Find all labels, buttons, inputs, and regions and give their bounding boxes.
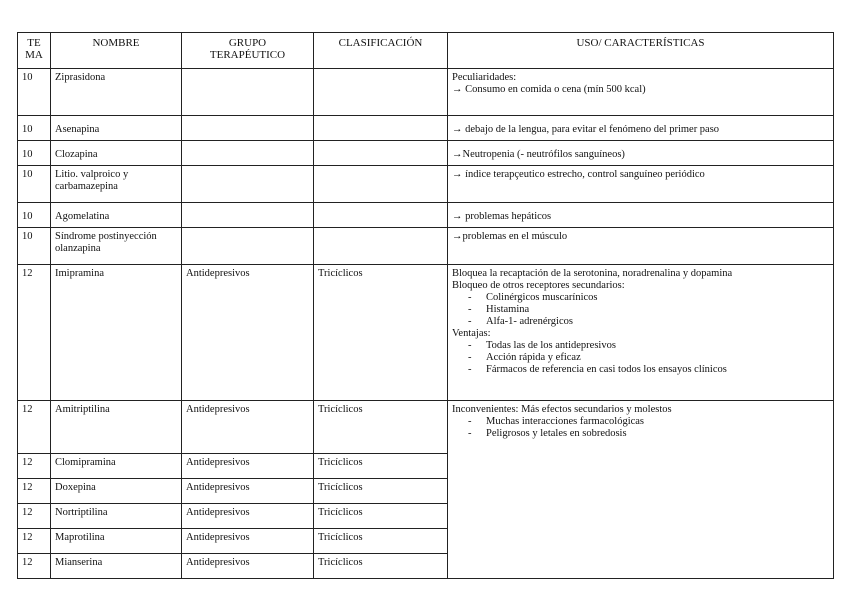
cell-grupo <box>182 203 314 228</box>
cell-uso <box>448 141 834 166</box>
cell-tema: 12 <box>18 479 51 504</box>
uso-list-text: Alfa-1- adrenérgicos <box>486 316 573 327</box>
uso-list-item <box>452 428 829 440</box>
cell-nombre-line: Clozapina <box>55 149 98 160</box>
cell-uso <box>448 69 834 116</box>
cell-clasificacion: Tricíclicos <box>314 265 448 401</box>
cell-tema: 12 <box>18 454 51 479</box>
table-row <box>18 69 834 116</box>
cell-tema: 12 <box>18 504 51 529</box>
cell-nombre-line: Maprotilina <box>55 532 105 543</box>
cell-nombre <box>51 554 182 579</box>
cell-tema: 12 <box>18 554 51 579</box>
cell-clasificacion: Tricíclicos <box>314 504 448 529</box>
header-nombre: NOMBRE <box>51 33 182 69</box>
header-tema-line-1: TE <box>27 37 41 49</box>
cell-clasificacion <box>314 166 448 203</box>
header-grupo <box>182 33 314 69</box>
cell-nombre-line: Asenapina <box>55 124 100 135</box>
cell-nombre <box>51 401 182 454</box>
uso-line: Ventajas: <box>452 328 491 339</box>
cell-clasificacion: Tricíclicos <box>314 454 448 479</box>
cell-grupo: Antidepresivos <box>182 554 314 579</box>
cell-clasificacion <box>314 116 448 141</box>
cell-tema: 10 <box>18 203 51 228</box>
uso-line: Peculiaridades: <box>452 72 517 83</box>
cell-nombre <box>51 454 182 479</box>
cell-tema: 10 <box>18 141 51 166</box>
cell-nombre-line: Agomelatina <box>55 211 110 222</box>
uso-list-text: Acción rápida y eficaz <box>486 352 581 363</box>
list-dash: - <box>468 364 472 375</box>
cell-nombre-line: Nortriptilina <box>55 507 108 518</box>
cell-grupo: Antidepresivos <box>182 479 314 504</box>
cell-tema: 10 <box>18 116 51 141</box>
cell-nombre-line: Imipramina <box>55 268 104 279</box>
cell-clasificacion <box>314 228 448 265</box>
cell-nombre-line: Mianserina <box>55 557 103 568</box>
uso-line: → Consumo en comida o cena (mín 500 kcal) <box>452 84 646 95</box>
header-uso: USO/ CARACTERÍSTICAS <box>448 33 834 69</box>
list-dash: - <box>468 416 472 427</box>
cell-clasificacion: Tricíclicos <box>314 479 448 504</box>
uso-line: Bloquea la recaptación de la serotonina, noradrenalina y dopamina <box>452 268 733 279</box>
cell-clasificacion <box>314 141 448 166</box>
cell-uso <box>448 203 834 228</box>
cell-nombre-line: Doxepina <box>55 482 96 493</box>
cell-clasificacion: Tricíclicos <box>314 529 448 554</box>
cell-uso <box>448 116 834 141</box>
cell-nombre <box>51 265 182 401</box>
table-row <box>18 228 834 265</box>
uso-list-text: Todas las de los antidepresivos <box>486 340 616 351</box>
cell-nombre <box>51 141 182 166</box>
cell-nombre <box>51 69 182 116</box>
list-dash: - <box>468 428 472 439</box>
drug-table <box>17 32 834 579</box>
list-dash: - <box>468 352 472 363</box>
cell-nombre-line: Síndrome postinyección <box>55 231 157 242</box>
header-grupo-line-2: TERAPÉUTICO <box>209 49 286 61</box>
cell-tema: 10 <box>18 166 51 203</box>
cell-uso <box>448 265 834 401</box>
cell-nombre <box>51 479 182 504</box>
list-dash: - <box>468 340 472 351</box>
cell-tema: 12 <box>18 401 51 454</box>
table-row <box>18 401 834 454</box>
header-tema <box>18 33 51 69</box>
uso-list-item <box>452 340 829 352</box>
cell-grupo <box>182 228 314 265</box>
uso-list-item <box>452 352 829 364</box>
cell-nombre-line: Litio. valproico y <box>55 169 129 180</box>
cell-grupo <box>182 116 314 141</box>
uso-list-text: Colinérgicos muscarínicos <box>486 292 598 303</box>
cell-nombre <box>51 504 182 529</box>
uso-list-text: Histamina <box>486 304 530 315</box>
uso-line: → debajo de la lengua, para evitar el fenómeno del primer paso <box>452 124 720 135</box>
cell-tema: 10 <box>18 69 51 116</box>
cell-grupo: Antidepresivos <box>182 529 314 554</box>
table-row <box>18 265 834 401</box>
cell-tema: 12 <box>18 529 51 554</box>
header-tema-line-2: MA <box>25 49 43 61</box>
uso-line: →problemas en el músculo <box>452 231 568 242</box>
uso-list-item <box>452 292 829 304</box>
cell-grupo <box>182 166 314 203</box>
uso-list-text: Fármacos de referencia en casi todos los ensayos clínicos <box>486 364 727 375</box>
uso-line: → problemas hepáticos <box>452 211 552 222</box>
cell-grupo: Antidepresivos <box>182 504 314 529</box>
uso-list-item <box>452 416 829 428</box>
cell-grupo: Antidepresivos <box>182 401 314 454</box>
cell-tema: 10 <box>18 228 51 265</box>
cell-nombre <box>51 203 182 228</box>
table-row <box>18 116 834 141</box>
cell-grupo: Antidepresivos <box>182 454 314 479</box>
uso-list-item <box>452 304 829 316</box>
cell-clasificacion <box>314 203 448 228</box>
header-row <box>18 33 834 69</box>
cell-nombre <box>51 116 182 141</box>
cell-nombre-line: olanzapina <box>55 243 101 254</box>
uso-line: →Neutropenia (- neutrófilos sanguíneos) <box>452 149 625 160</box>
table-row <box>18 166 834 203</box>
cell-tema: 12 <box>18 265 51 401</box>
cell-uso <box>448 401 834 579</box>
cell-nombre <box>51 166 182 203</box>
list-dash: - <box>468 316 472 327</box>
uso-list-item <box>452 364 829 376</box>
cell-uso <box>448 166 834 203</box>
list-dash: - <box>468 304 472 315</box>
uso-list-text: Peligrosos y letales en sobredosis <box>486 428 627 439</box>
uso-list-text: Muchas interacciones farmacológicas <box>486 416 645 427</box>
cell-clasificacion: Tricíclicos <box>314 401 448 454</box>
cell-nombre <box>51 228 182 265</box>
cell-grupo <box>182 141 314 166</box>
uso-line: Inconvenientes: Más efectos secundarios y molestos <box>452 404 672 415</box>
cell-clasificacion <box>314 69 448 116</box>
header-clasificacion: CLASIFICACIÓN <box>314 33 448 69</box>
cell-nombre <box>51 529 182 554</box>
uso-line: Bloqueo de otros receptores secundarios: <box>452 280 625 291</box>
cell-nombre-line: Clomipramina <box>55 457 116 468</box>
uso-list-item <box>452 316 829 328</box>
cell-nombre-line: Ziprasidona <box>55 72 106 83</box>
list-dash: - <box>468 292 472 303</box>
uso-line: → índice terapçeutico estrecho, control sanguíneo periódico <box>452 169 705 180</box>
cell-nombre-line: Amitriptilina <box>55 404 110 415</box>
table-row <box>18 141 834 166</box>
cell-grupo: Antidepresivos <box>182 265 314 401</box>
cell-clasificacion: Tricíclicos <box>314 554 448 579</box>
cell-uso <box>448 228 834 265</box>
cell-grupo <box>182 69 314 116</box>
cell-nombre-line: carbamazepina <box>55 181 118 192</box>
header-grupo-line-1: GRUPO <box>228 37 267 49</box>
table-row <box>18 203 834 228</box>
